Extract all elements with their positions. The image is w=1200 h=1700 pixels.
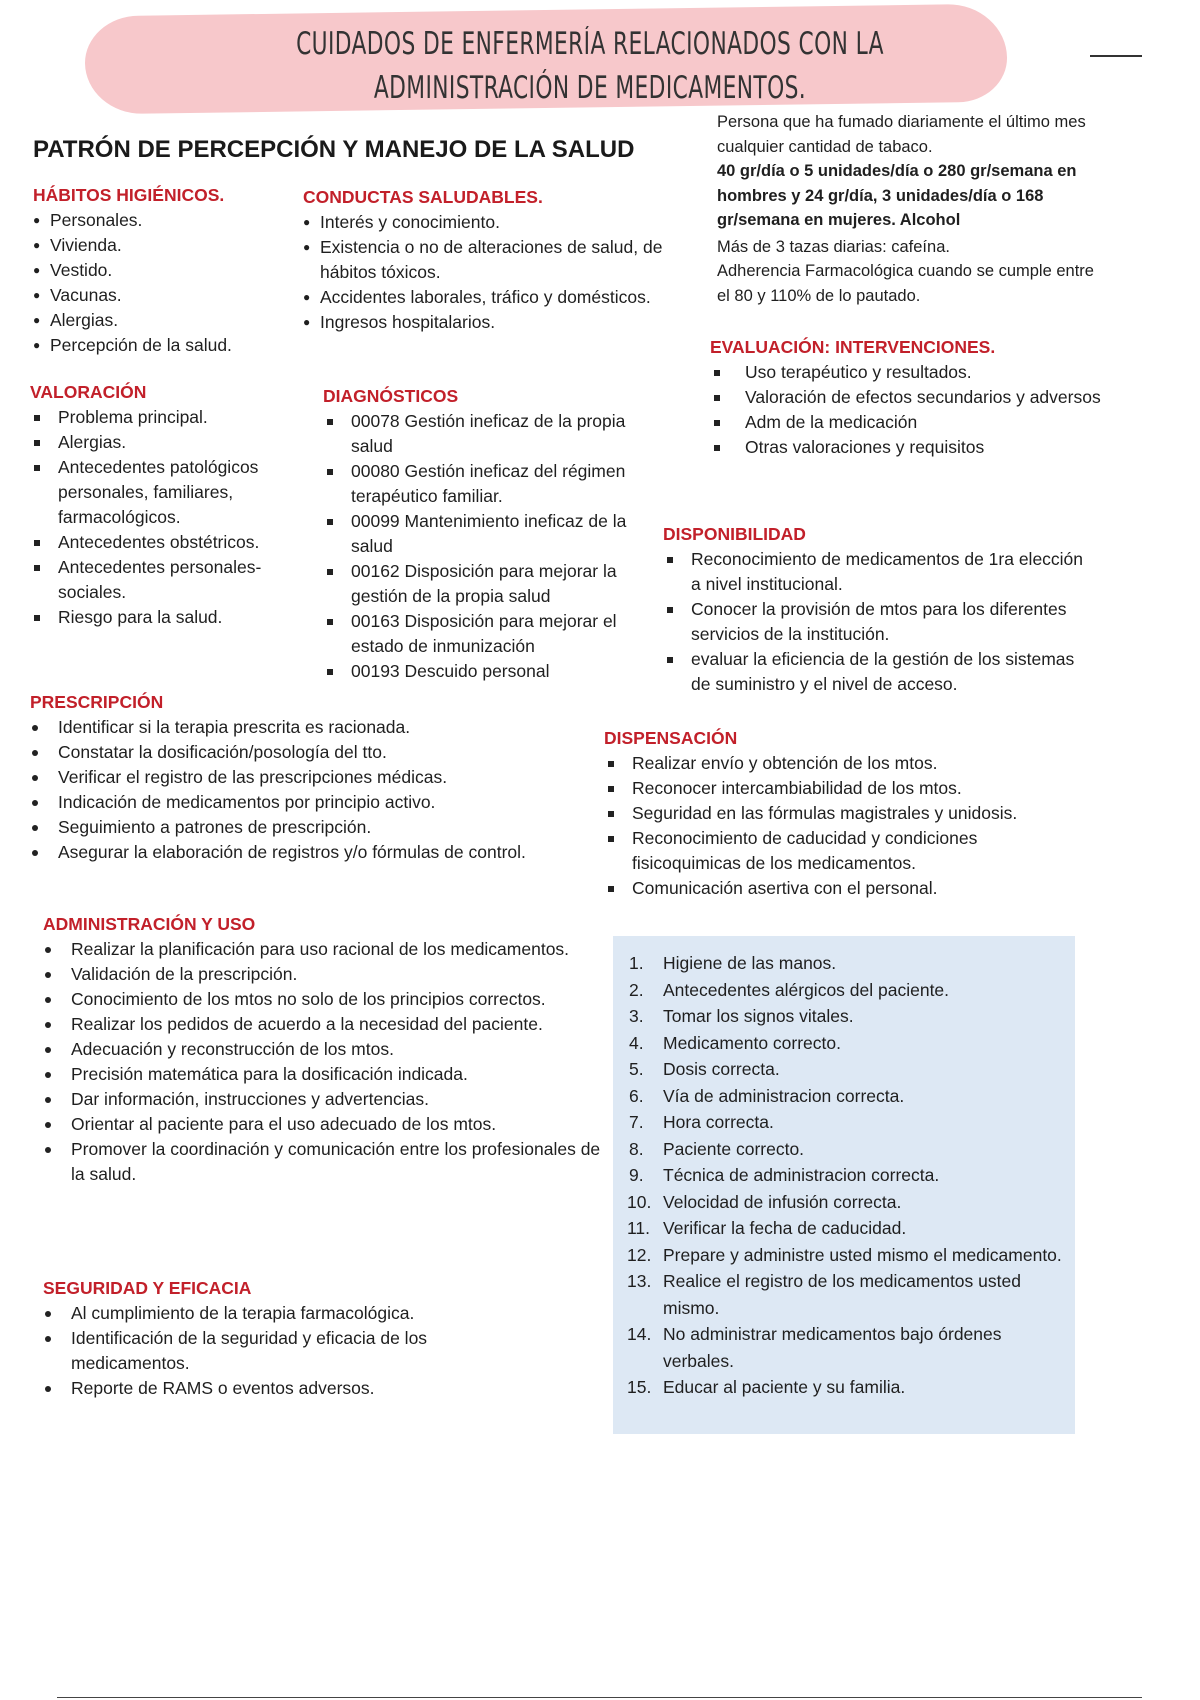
section-heading: DISPONIBILIDAD: [663, 524, 806, 544]
item-number: 12.: [627, 1244, 652, 1265]
checklist-item: [613, 1136, 1075, 1163]
checklist-item: [613, 977, 1075, 1004]
checklist-item: [613, 1003, 1075, 1030]
section-seguridad: [43, 1276, 523, 1401]
section-diagnosticos: [323, 384, 633, 684]
list-item: Comunicación asertiva con el personal.: [604, 876, 1084, 901]
item-number: 7.: [629, 1112, 644, 1132]
list-item: Reconocer intercambiabilidad de los mtos.: [604, 776, 1084, 801]
list-item: evaluar la eficiencia de la gestión de los sistemas de suministro y el nivel de acceso.: [663, 647, 1093, 697]
item-text: No administrar medicamentos bajo órdenes verbales.: [663, 1324, 1002, 1371]
section-heading: EVALUACIÓN: INTERVENCIONES.: [710, 337, 996, 357]
list-item: ● Alergias.: [33, 308, 283, 333]
list-item: Alergias.: [30, 430, 295, 455]
list-item: Realizar los pedidos de acuerdo a la necesidad del paciente.: [43, 1012, 613, 1037]
section-heading: CONDUCTAS SALUDABLES.: [303, 187, 543, 207]
list-item: ● Accidentes laborales, tráfico y domésticos.: [303, 285, 693, 310]
list-item: Reporte de RAMS o eventos adversos.: [43, 1376, 523, 1401]
checklist-item: [613, 1215, 1075, 1242]
list-item: Adm de la medicación: [710, 410, 1110, 435]
list-item: Constatar la dosificación/posología del tto.: [30, 740, 600, 765]
item-number: 13.: [627, 1271, 652, 1291]
section-heading: DISPENSACIÓN: [604, 728, 738, 748]
list-item: 00078 Gestión ineficaz de la propia salud: [323, 409, 633, 459]
section-heading: HÁBITOS HIGIÉNICOS.: [33, 185, 225, 205]
list-item: ● Vestido.: [33, 258, 283, 283]
list-item: ● Vacunas.: [33, 283, 283, 308]
item-text: Paciente correcto.: [663, 1138, 805, 1159]
list-item: Al cumplimiento de la terapia farmacológica.: [43, 1301, 523, 1326]
note-tobacco: Persona que ha fumado diariamente el último mes cualquier cantidad de tabaco.: [717, 113, 1086, 156]
section-heading: SEGURIDAD Y EFICACIA: [43, 1278, 252, 1298]
item-number: 3.: [629, 1006, 644, 1026]
list-item: Problema principal.: [30, 405, 295, 430]
item-text: Hora correcta.: [663, 1112, 774, 1132]
list-item: Adecuación y reconstrucción de los mtos.: [43, 1037, 613, 1062]
list-item: Realizar la planificación para uso racional de los medicamentos.: [43, 937, 613, 962]
list-item: Indicación de medicamentos por principio activo.: [30, 790, 600, 815]
section-dispensacion: [604, 726, 1084, 901]
section-heading: VALORACIÓN: [30, 382, 147, 402]
item-text: Técnica de administracion correcta.: [663, 1165, 940, 1185]
list-item: 00163 Disposición para mejorar el estado de inmunización: [323, 609, 633, 659]
list-item: Identificación de la seguridad y eficacia de los medicamentos.: [43, 1326, 523, 1376]
item-number: 9.: [629, 1165, 644, 1185]
section-conductas: [303, 185, 693, 335]
list-item: Conocimiento de los mtos no solo de los principios correctos.: [43, 987, 613, 1012]
list-item: 00080 Gestión ineficaz del régimen terapéutico familiar.: [323, 459, 633, 509]
checklist-item: [613, 1189, 1075, 1216]
item-number: 14.: [627, 1324, 652, 1344]
item-text: Higiene de las manos.: [663, 953, 837, 973]
checklist-item: [613, 1109, 1075, 1136]
list-item: ● Personales.: [33, 208, 283, 233]
list-item: Antecedentes personales-sociales.: [30, 555, 295, 605]
note-caffeine: Más de 3 tazas diarias: cafeína.: [717, 237, 950, 256]
list-item: ● Vivienda.: [33, 233, 283, 258]
list-item: Valoración de efectos secundarios y adversos: [710, 385, 1110, 410]
section-valoracion: [30, 380, 295, 630]
item-number: 1.: [629, 953, 644, 973]
section-heading: DIAGNÓSTICOS: [323, 386, 459, 406]
item-number: 5.: [629, 1059, 644, 1079]
item-number: 2.: [629, 979, 644, 1000]
item-number: 4.: [629, 1032, 644, 1053]
section-habitos: [33, 183, 283, 358]
item-text: Vía de administracion correcta.: [663, 1085, 905, 1106]
list-item: ● Existencia o no de alteraciones de salud, de hábitos tóxicos.: [303, 235, 693, 285]
list-item: Asegurar la elaboración de registros y/o fórmulas de control.: [30, 840, 600, 865]
section-administracion: [43, 912, 613, 1187]
list-item: Seguimiento a patrones de prescripción.: [30, 815, 600, 840]
list-item: Verificar el registro de las prescripciones médicas.: [30, 765, 600, 790]
list-item: ● Ingresos hospitalarios.: [303, 310, 693, 335]
checklist-item: [613, 1374, 1075, 1401]
list-item: Uso terapéutico y resultados.: [710, 360, 1110, 385]
list-item: 00099 Mantenimiento ineficaz de la salud: [323, 509, 633, 559]
pattern-title: PATRÓN DE PERCEPCIÓN Y MANEJO DE LA SALUD: [33, 136, 635, 163]
checklist-item: [613, 1083, 1075, 1110]
list-item: Antecedentes obstétricos.: [30, 530, 295, 555]
item-text: Realice el registro de los medicamentos usted mismo.: [663, 1271, 1021, 1318]
list-item: Promover la coordinación y comunicación entre los profesionales de la salud.: [43, 1137, 613, 1187]
section-prescripcion: [30, 690, 600, 865]
note-alcohol: 40 gr/día o 5 unidades/día o 280 gr/semana en hombres y 24 gr/día, 3 unidades/día o 168 gr/semana en mujeres. Alcohol: [717, 162, 1077, 229]
note-adherence: Adherencia Farmacológica cuando se cumple entre el 80 y 110% de lo pautado.: [717, 262, 1094, 305]
checklist-item: [613, 1268, 1075, 1321]
list-item: Otras valoraciones y requisitos: [710, 435, 1110, 460]
list-item: Reconocimiento de caducidad y condiciones fisicoquimicas de los medicamentos.: [604, 826, 1084, 876]
item-text: Dosis correcta.: [663, 1059, 780, 1079]
footer-rule: [57, 1697, 1142, 1698]
header-rule: [1090, 55, 1142, 57]
checklist-box: [613, 936, 1075, 1434]
item-number: 8.: [629, 1138, 644, 1159]
list-item: 00162 Disposición para mejorar la gestión de la propia salud: [323, 559, 633, 609]
list-item: Orientar al paciente para el uso adecuado de los mtos.: [43, 1112, 613, 1137]
list-item: 00193 Descuido personal: [323, 659, 633, 684]
item-number: 11.: [627, 1218, 651, 1238]
item-text: Medicamento correcto.: [663, 1032, 841, 1053]
list-item: ● Interés y conocimiento.: [303, 210, 693, 235]
checklist-item: [613, 1242, 1075, 1269]
item-text: Prepare y administre usted mismo el medicamento.: [663, 1244, 1062, 1265]
list-item: Conocer la provisión de mtos para los diferentes servicios de la institución.: [663, 597, 1093, 647]
health-notes: [717, 110, 1107, 308]
list-item: Validación de la prescripción.: [43, 962, 613, 987]
item-text: Antecedentes alérgicos del paciente.: [663, 979, 950, 1000]
list-item: Realizar envío y obtención de los mtos.: [604, 751, 1084, 776]
checklist-item: [613, 1030, 1075, 1057]
item-text: Velocidad de infusión correcta.: [663, 1191, 902, 1212]
list-item: Identificar si la terapia prescrita es racionada.: [30, 715, 600, 740]
section-heading: ADMINISTRACIÓN Y USO: [43, 914, 256, 934]
list-item: Riesgo para la salud.: [30, 605, 295, 630]
list-item: Precisión matemática para la dosificación indicada.: [43, 1062, 613, 1087]
checklist-item: [613, 950, 1075, 977]
section-evaluacion: [710, 335, 1110, 460]
checklist-item: [613, 1056, 1075, 1083]
item-number: 10.: [627, 1191, 652, 1212]
checklist-item: [613, 1162, 1075, 1189]
list-item: Dar información, instrucciones y advertencias.: [43, 1087, 613, 1112]
list-item: Seguridad en las fórmulas magistrales y unidosis.: [604, 801, 1084, 826]
checklist-item: [613, 1321, 1075, 1374]
page-title: CUIDADOS DE ENFERMERÍA RELACIONADOS CON LA ADMINISTRACIÓN DE MEDICAMENTOS.: [296, 26, 884, 106]
list-item: Antecedentes patológicos personales, familiares, farmacológicos.: [30, 455, 295, 530]
list-item: ● Percepción de la salud.: [33, 333, 283, 358]
section-heading: PRESCRIPCIÓN: [30, 692, 164, 712]
item-number: 15.: [627, 1377, 652, 1397]
item-text: Tomar los signos vitales.: [663, 1006, 854, 1026]
item-text: Educar al paciente y su familia.: [663, 1377, 906, 1397]
list-item: Reconocimiento de medicamentos de 1ra elección a nivel institucional.: [663, 547, 1093, 597]
section-disponibilidad: [663, 522, 1093, 697]
item-text: Verificar la fecha de caducidad.: [663, 1218, 907, 1238]
item-number: 6.: [629, 1085, 644, 1106]
